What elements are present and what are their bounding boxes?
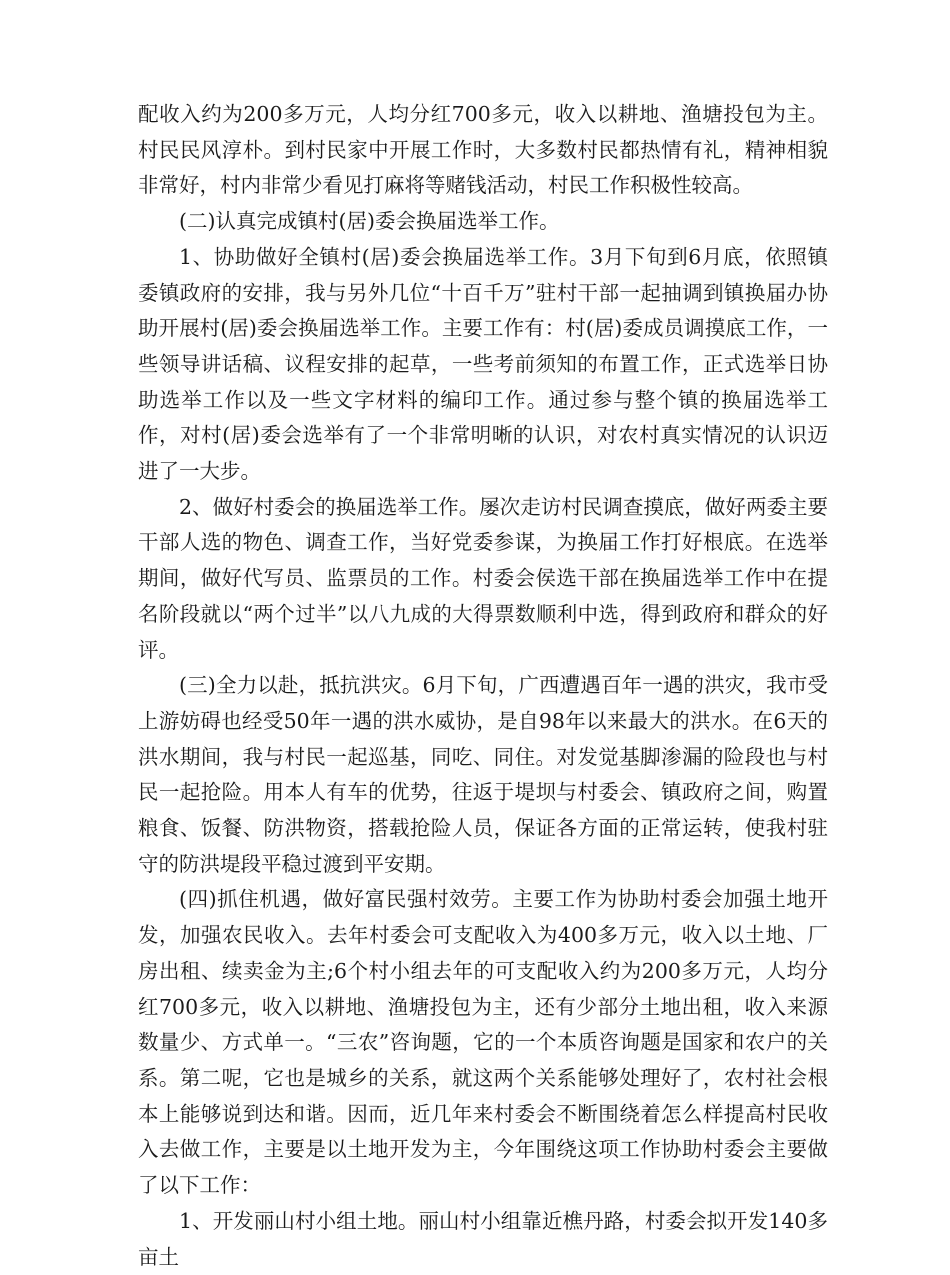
paragraph-3: 1、协助做好全镇村(居)委会换届选举工作。3月下旬到6月底，依照镇委镇政府的安排，我与另外几位“十百千万”驻村干部一起抽调到镇换届办协助开展村(居)委会换届选举工作。主要工作有：村(居)委成员调摸底工作，一些领导讲话稿、议程安排的起草，一些考前须知的布置工作，正式选举日协助选举工作以及一些文字材料的编印工作。通过参与整个镇的换届选举工作，对村(居)委会选举有了一个非常明晰的认识，对农村真实情况的认识迈进了一大步。 (138, 244, 828, 484)
paragraph-4: 2、做好村委会的换届选举工作。屡次走访村民调查摸底，做好两委主要干部人选的物色、调查工作，当好党委参谋，为换届工作打好根底。在选举期间，做好代写员、监票员的工作。村委会侯选干部在换届选举工作中在提名阶段就以“两个过半”以八九成的大得票数顺利中选，得到政府和群众的好评。 (138, 494, 828, 662)
paragraph-1: 配收入约为200多万元，人均分红700多元，收入以耕地、渔塘投包为主。村民民风淳朴。到村民家中开展工作时，大多数村民都热情有礼，精神相貌非常好，村内非常少看见打麻将等赌钱活动，村民工作积极性较高。 (138, 102, 828, 198)
paragraph-6: (四)抓住机遇，做好富民强村效劳。主要工作为协助村委会加强土地开发，加强农民收入。去年村委会可支配收入为400多万元，收入以土地、厂房出租、续卖金为主;6个村小组去年的可支配收入约为200多万元，人均分红700多元，收入以耕地、渔塘投包为主，还有少部分土地出租，收入来源数量少、方式单一。“三农”咨询题，它的一个本质咨询题是国家和农户的关系。第二呢，它也是城乡的关系，就这两个关系能够处理好了，农村社会根本上能够说到达和谐。因而，近几年来村委会不断围绕着怎么样提高村民收入去做工作，主要是以土地开发为主，今年围绕这项工作协助村委会主要做了以下工作： (138, 887, 828, 1198)
paragraph-5: (三)全力以赴，抵抗洪灾。6月下旬，广西遭遇百年一遇的洪灾，我市受上游妨碍也经受50年一遇的洪水威协，是自98年以来最大的洪水。在6天的洪水期间，我与村民一起巡基，同吃、同住。对发觉基脚渗漏的险段也与村民一起抢险。用本人有车的优势，往返于堤坝与村委会、镇政府之间，购置粮食、饭餐、防洪物资，搭载抢险人员，保证各方面的正常运转，使我村驻守的防洪堤段平稳过渡到平安期。 (138, 673, 828, 876)
document-body (138, 97, 828, 1275)
paragraph-2: (二)认真完成镇村(居)委会换届选举工作。 (179, 209, 560, 234)
paragraph-7: 1、开发丽山村小组土地。丽山村小组靠近樵丹路，村委会拟开发140多亩土 (138, 1208, 828, 1269)
